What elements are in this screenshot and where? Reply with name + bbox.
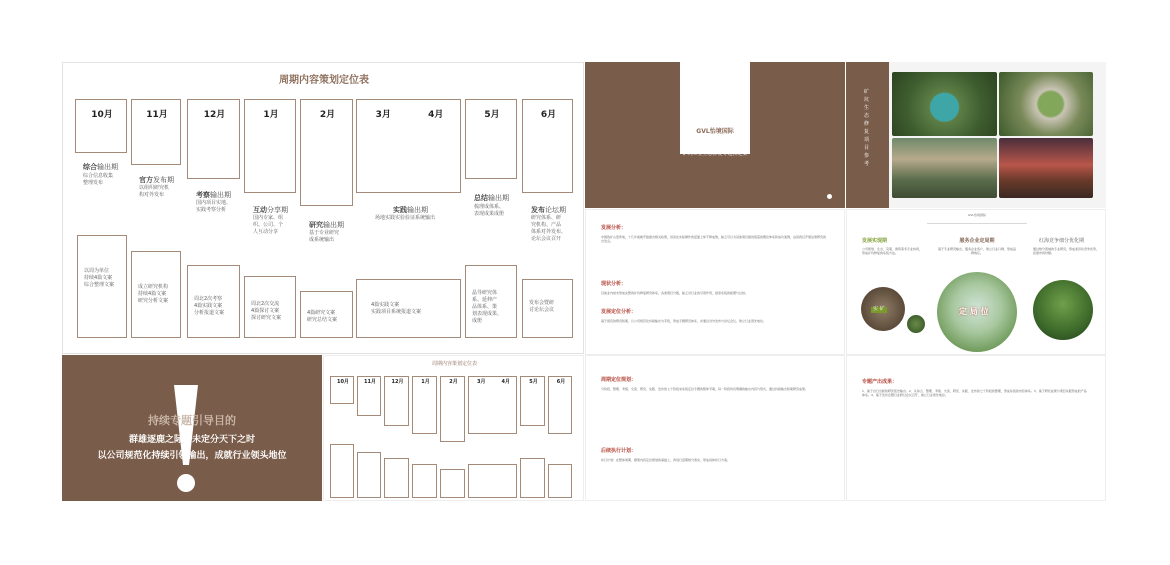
bottom-box: 晶导研究体 系、延伸产 品体系、策 划表现成果、 成册 xyxy=(465,265,517,338)
phase-label: 发布论坛期 xyxy=(531,206,566,214)
planning-text: 分阶段、整理、考察、交流、研究、实践、发布的七个阶段来系统定位专题的整体节奏，每一阶段均有明确的输出内容与形式，通过持续输出积累研究成果。 xyxy=(601,387,809,391)
mini-bottom-box xyxy=(468,464,517,498)
diagram-right-text: 通过细分领域的专业研究，形成差异化竞争优势，拓展市场份额。 xyxy=(1033,247,1100,256)
panel-mini-schedule xyxy=(323,355,584,501)
cover-subtitle: 矿坑工业生态修复专题预定案 xyxy=(682,151,748,157)
quarry-hotel-photo xyxy=(892,138,997,198)
mini-month-label: 5月 xyxy=(529,379,538,385)
mini-bottom-box xyxy=(330,444,354,498)
month-box xyxy=(244,99,296,193)
month-box xyxy=(522,99,573,193)
month-box xyxy=(75,99,127,153)
bottom-box: 发布会暨研 讨论坛会议 xyxy=(522,279,573,338)
mini-month-box xyxy=(548,376,572,434)
mini-month-label: 1月 xyxy=(421,379,430,385)
month-label: 10月 xyxy=(91,110,113,120)
phase-label: 官方发布期 xyxy=(139,176,174,184)
mini-month-label: 6月 xyxy=(556,379,566,385)
panel-planning xyxy=(585,355,845,501)
mini-bottom-box xyxy=(440,469,465,498)
diagram-left-title: 发展实现期 xyxy=(862,238,888,244)
quarry-lake-photo xyxy=(892,72,997,136)
phase-label: 互动分享期 xyxy=(253,206,288,214)
mini-month-box xyxy=(384,376,409,426)
mini-month-box xyxy=(468,376,517,434)
output-heading: 专题产出成果： xyxy=(862,379,898,385)
month-label: 1月 xyxy=(263,110,279,120)
phase-sub: 基于专业研究 成系统输出 xyxy=(309,230,340,243)
month-box xyxy=(300,99,353,206)
month-label: 5月 xyxy=(484,110,500,120)
output-text: 1、基于自行出版的研究报告输出。2、从综合、整理、考察、交流、研究、实践、发布的七个阶段的整理，形成系统的内容体系。3、基于研究成果与项目实践形成的产品体系。4、基于发布会暨行业研讨会议召开，建立行业领先地位。 xyxy=(862,389,1087,398)
cover-logo: GVL怡境国际 xyxy=(696,128,734,135)
diagram-right-title: 红海竞争细分优化期 xyxy=(1039,238,1085,244)
bottom-box: 周北2次考察 4篇实践文案 分析报道文案 xyxy=(187,265,240,338)
mini-month-box xyxy=(357,376,381,416)
bottom-box: 4篇实践文案 实践项目系统报道文案 xyxy=(356,279,461,338)
quarry-sunset-photo xyxy=(999,138,1093,198)
section-heading: 发展分析： xyxy=(601,225,627,231)
phase-label: 考察输出期 xyxy=(196,191,231,199)
section-heading: 现状分析： xyxy=(601,281,627,287)
panel-circle-diagram xyxy=(846,209,1106,355)
phase-sub: 国内项目实地、 实践考察分析 xyxy=(196,200,232,213)
phase-label: 研究输出期 xyxy=(309,221,344,229)
panel-cover xyxy=(585,62,845,208)
diagram-left-text: 公司规划、生态、景观、建筑等多专业协同，形成矿坑修复的系统方法。 xyxy=(862,247,923,256)
phase-label: 综合输出期 xyxy=(83,163,118,171)
month-label: 12月 xyxy=(203,110,226,120)
page-title: 周期内容策划定位表 xyxy=(279,75,369,86)
mini-month-label: 3月 xyxy=(477,379,486,385)
phase-sub: 场地实践实验验证系统输出 xyxy=(375,215,436,221)
month-box xyxy=(465,99,517,179)
cover-white-tab xyxy=(680,62,750,154)
panel-output xyxy=(846,355,1106,501)
mini-month-box xyxy=(412,376,437,434)
diagram-center-title: 服务企业定局期 xyxy=(959,238,995,244)
diagram-top-logo: GVL怡境国际 xyxy=(967,213,987,217)
slogan-line-2: 群雄逐鹿之际，未定分天下之时 xyxy=(128,435,255,445)
panel-analysis xyxy=(585,209,845,355)
bottom-box: 成立研究机构 持续4篇文案 研究分析文案 xyxy=(131,251,181,338)
circle-small-image xyxy=(907,315,925,333)
mini-title: 周期内容策划定位表 xyxy=(431,361,477,367)
month-box xyxy=(131,99,181,165)
circle-left-badge: 实 矿 xyxy=(873,306,885,312)
month-box xyxy=(356,99,461,193)
month-label: 11月 xyxy=(146,110,168,120)
mini-month-label: 2月 xyxy=(449,379,458,385)
slogan-line-3: 以公司规范化持续引领输出，成就行业领头地位 xyxy=(97,451,287,461)
mini-bottom-box xyxy=(412,464,437,498)
mini-month-box xyxy=(330,376,354,404)
mini-bottom-box xyxy=(520,458,545,498)
slogan-line-1: 持续专题引导目的 xyxy=(148,414,236,427)
mini-month-label: 11月 xyxy=(364,379,376,385)
circle-right-image xyxy=(1033,280,1093,340)
planning-text: 执行计划：在整体周期、框架内容定位规划的基础上，再进行逐期细分落实，形成具体执行方案。 xyxy=(601,458,731,462)
month-label: 6月 xyxy=(540,110,557,120)
mini-month-label: 4月 xyxy=(501,379,510,385)
mini-month-box xyxy=(520,376,545,426)
phase-sub: 国内专家、组 织、公司、个 人互动分享 xyxy=(253,215,284,235)
bottom-box: 周北2次交流 4篇探讨文案 探讨研究文案 xyxy=(244,276,296,338)
month-box xyxy=(187,99,240,179)
diagram-center-text: 基于专业研究输出，服务企业客户，建立行业口碑，形成品牌效应。 xyxy=(937,247,1016,256)
bottom-box: 4篇研究文案 研究总结文案 xyxy=(300,291,353,338)
month-label: 4月 xyxy=(428,110,444,120)
section-text: 基于现有的研究积累，以公司规范化持续输出为手段，形成专题研究体系，并通过对外发布与论坛会议，建立行业领先地位。 xyxy=(601,319,767,323)
phase-sub: 综合信息收集 整理发布 xyxy=(83,173,114,186)
circle-center-badge: 定 局 位 xyxy=(959,307,989,316)
section-text: 目前业内尚未形成完整的矿坑修复研究体系，各类项目分散，缺乏对行业的引领作用，亟需系统的梳理与总结。 xyxy=(601,291,749,295)
phase-sub: 以组织研究机 构对外发布 xyxy=(139,185,170,198)
panel-photo-collage xyxy=(846,62,1106,208)
collage-vertical-title: 矿坑生态修复项目参考 xyxy=(864,89,870,167)
mini-bottom-box xyxy=(384,458,409,498)
phase-label: 总结输出期 xyxy=(474,194,509,202)
planning-heading: 后续执行计划： xyxy=(601,448,637,454)
month-label: 3月 xyxy=(375,110,391,120)
mini-bottom-box xyxy=(357,452,381,498)
quarry-garden-photo xyxy=(999,72,1093,136)
section-heading: 发展定位分析： xyxy=(601,309,637,315)
panel-schedule-table xyxy=(62,62,584,354)
panel-slogan xyxy=(62,355,322,501)
phase-sub: 梳理成体系、 表现成果成册 xyxy=(474,204,505,217)
mini-month-label: 10月 xyxy=(337,379,349,385)
mini-bottom-box xyxy=(548,464,572,498)
diagram-rule xyxy=(927,223,1027,224)
month-label: 2月 xyxy=(319,110,336,120)
planning-heading: 周期定位规划： xyxy=(601,377,637,383)
bottom-box: 以周为单位 持续4篇文案 综合整理文案 xyxy=(77,235,127,338)
mini-month-label: 12月 xyxy=(391,379,404,385)
section-text: 中国的矿山废弃地，十几年前就开始提出相关政策，但是在实际操作的层面上却不够成熟，缺乏可以为其他项目提供借鉴的理论体系和成功案例，这是我们开展这项研究的出发点。 xyxy=(601,235,827,244)
phase-label: 实践输出期 xyxy=(393,206,428,214)
mini-month-box xyxy=(440,376,465,442)
phase-sub: 研究体系、研 究机构、产品 体系对外发布、 论坛会议召开 xyxy=(531,215,567,242)
page-dot-icon xyxy=(827,194,832,199)
